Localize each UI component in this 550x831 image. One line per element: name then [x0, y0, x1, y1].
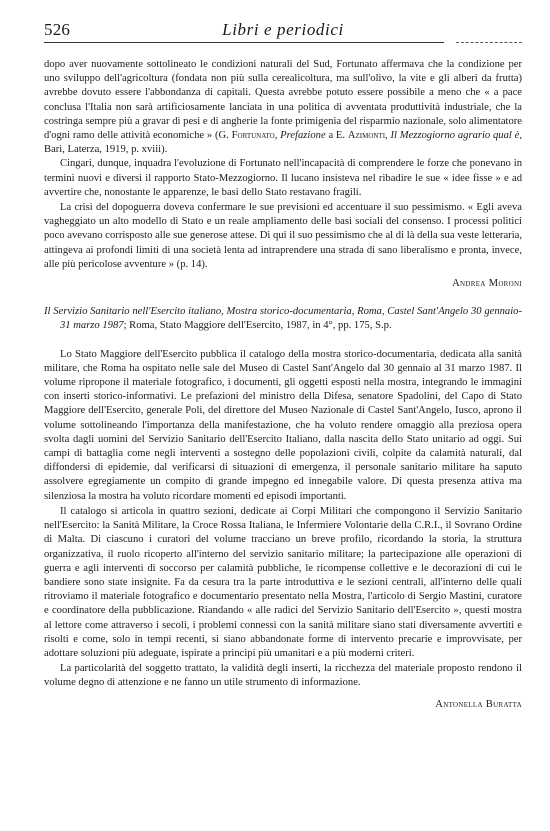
header-dashed-rule [456, 42, 522, 43]
review1-signature: Andrea Moroni [452, 278, 522, 290]
running-title: Libri e periodici [222, 20, 344, 39]
page-number: 526 [44, 20, 71, 39]
review2-paragraph-3: La particolarità del soggetto trattato, la validità degli inserti, la ricchezza del materiale proposto rendono il volume degno di attenzione e ne fanno un utile strumento di informazione. [44, 663, 522, 689]
citation-author: Fortunato [231, 130, 275, 142]
journal-page [44, 18, 522, 712]
review2-paragraph-2: Il catalogo si articola in quattro sezioni, dedicate ai Corpi Militari che compongono il Servizio Sanitario nell'Esercito: la Sanità Militare, la Croce Rossa Italiana, le Infermiere Volontarie della C.R.I., il Sovrano Ordine di Malta. Di ciascuno i curatori del volume tracciano un breve profilo, ricordando la storia, la struttura organizzativa, il ruolo ricoperto all'interno del servizio sanitario militare; la partecipazione alle operazioni di guerra e agli interventi di soccorso per calamità pubbliche, le ricompense collettive e le decorazioni di cui le bandiere sono state insignite. Fa da cesura tra la parte introduttiva e le sezioni centrali, all'interno delle quali ritroviamo il materiale fotografico e documentario presentato nella Mostra, l'articolo di Sergio Mastini, curatore e coordinatore della pubblicazione. Riandando « alle radici del Servizio Sanitario dell'Esercito », questi mostra al lettore come attraverso i secoli, i problemi connessi con la sanità militare siano stati diversamente avvertiti e risolti e come, solo in tempi recenti, si siano abbandonate forme di intervento precarie e improvvisate, per adottare soluzioni più adeguate, ispirate a principi più umanitari e a più moderni criteri. [44, 505, 522, 659]
review2-book-title: Il Servizio Sanitario nell'Esercito italiano, Mostra storico-documentaria, Roma, Castel Sant'Angelo 30 gennaio-31 marzo 1987 [44, 306, 522, 332]
review2-imprint: ; Roma, Stato Maggiore dell'Esercito, 1987, in 4°, pp. 175, S.p. [123, 320, 392, 332]
page-body [44, 58, 522, 712]
citation-editor: Azimonti [347, 130, 386, 142]
review1-paragraph-2: Cingari, dunque, inquadra l'evoluzione di Fortunato nell'incapacità di comprendere le forze che ponevano in termini nuovi e diversi il rapporto Stato-Mezzogiorno. Il lucano insisteva nel ribadire le sue « idee fisse » e ad avvertire che, nonostante le apparenze, le basi dello Stato restavano fragili. [44, 158, 522, 198]
citation-book: Il Mezzogiorno agrario qual è [390, 130, 520, 142]
review2-signature: Antonella Buratta [435, 698, 522, 710]
citation-title: Prefazione [280, 130, 326, 142]
review2-bibliographic-reference [44, 305, 522, 333]
review1-paragraph-1: dopo aver nuovamente sottolineato le condizioni naturali del Sud, Fortunato affermava che la condizione per uno sviluppo dell'agricoltura (fondata non più sulla cerealicoltura, ma sull'olivo, la vite e gli alberi da frutta) avrebbe dovuto essere l'abbondanza di capitali. Questa avrebbe potuto essere possibile a meno che « a pace conclusa l'Italia non sarà artificiosamente lanciata in una politica di avventata produttività industriale, che la costringa sempre più a gravar di pesi e di angherie la fonte primigenia del risparmio nazionale, solo alimentatore d'ogni ramo delle attività economiche » (G. Fortunato, Prefazione a E. Azimonti, Il Mezzogiorno agrario qual è, Bari, Laterza, 1919, p. xviii). [44, 59, 522, 156]
header-rule [44, 42, 444, 43]
review1-paragraph-3: La crisi del dopoguerra doveva confermare le sue previsioni ed accentuare il suo pessimismo. « Egli aveva vagheggiato un alto modello di Stato e un reale ampliamento delle basi sociali del consenso. I processi politici poco avevano corrisposto alle sue generose attese. Di qui il suo pessimismo che al di là della sua veste letteraria, attingeva ai profondi limiti di una società lenta ad intraprendere una strada di sano liberalismo e pronta, invece, alle più pericolose avventure » (p. 14). [44, 202, 522, 270]
review2-paragraph-1: Lo Stato Maggiore dell'Esercito pubblica il catalogo della mostra storico-documentaria, dedicata alla sanità militare, che Roma ha ospitato nelle sale del Museo di Castel Sant'Angelo dal 30 gennaio al 31 marzo 1987. Il volume ripropone il materiale fotografico, i documenti, gli oggetti esposti nella mostra, integrando le immagini con inserti storico-informativi. Le prefazioni del ministro della Difesa, senatore Spadolini, del Capo di Stato Maggiore dell'Esercito, generale Poli, del direttore del Museo Nazionale di Castel Sant'Angelo, Iusco, aprono il volume sottolineando l'importanza della manifestazione, che ha voluto rendere omaggio alla preziosa opera svolta dagli uomini del Servizio Sanitario dell'Esercito Italiano, dalla nascita dello Stato unitario ad oggi. Sui campi di battaglia come negli interventi a sostegno delle popolazioni civili, colpite da calamità naturali, dal diffondersi di epidemie, dal verificarsi di situazioni di emergenza, il personale sanitario militare ha saputo assolvere egregiamente un compito di grande impegno ed innegabile valore. Di questa presenza attiva ma silenziosa la mostra ha voluto ricordare momenti ed episodi importanti. [44, 348, 522, 502]
page-header [44, 18, 522, 44]
